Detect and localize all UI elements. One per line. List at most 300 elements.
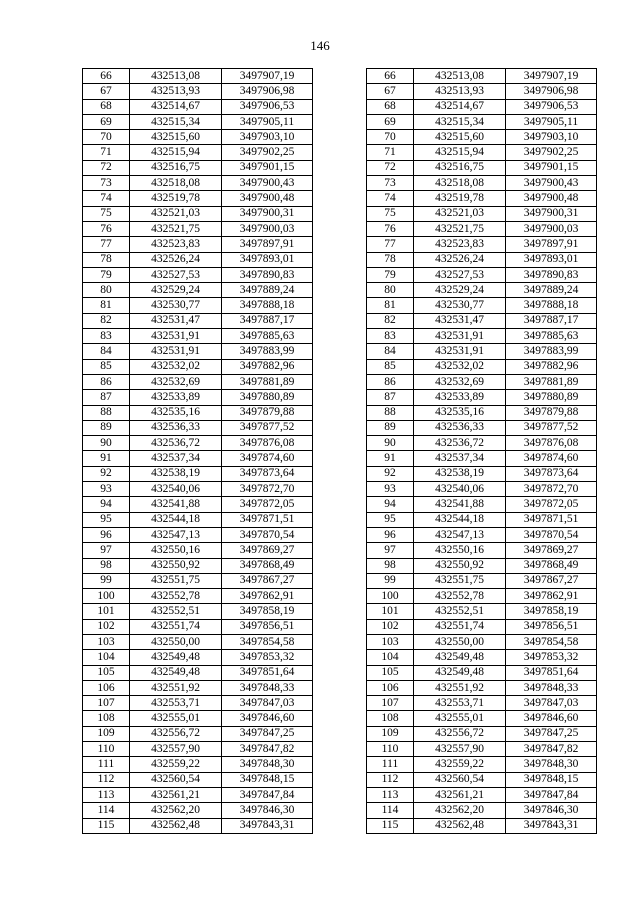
right-point-number-cell: 66 <box>367 69 414 84</box>
right-point-number-cell: 74 <box>367 191 414 206</box>
left-y-coordinate-cell: 3497900,43 <box>222 176 313 191</box>
right-point-number-cell: 90 <box>367 436 414 451</box>
right-y-coordinate-cell: 3497900,31 <box>506 206 597 221</box>
left-x-coordinate-cell: 432550,92 <box>130 558 222 573</box>
right-x-coordinate-cell: 432536,33 <box>414 420 506 435</box>
left-x-coordinate-cell: 432552,51 <box>130 604 222 619</box>
right-x-coordinate-cell: 432535,16 <box>414 405 506 420</box>
table-row <box>83 160 597 175</box>
left-x-coordinate-cell: 432532,02 <box>130 359 222 374</box>
right-y-coordinate-cell: 3497907,19 <box>506 69 597 84</box>
right-point-number-cell: 100 <box>367 589 414 604</box>
right-point-number-cell: 72 <box>367 160 414 175</box>
right-x-coordinate-cell: 432549,48 <box>414 650 506 665</box>
column-gap <box>313 527 367 542</box>
left-point-number-cell: 109 <box>83 726 130 741</box>
left-x-coordinate-cell: 432526,24 <box>130 252 222 267</box>
right-x-coordinate-cell: 432513,08 <box>414 69 506 84</box>
left-x-coordinate-cell: 432561,21 <box>130 787 222 802</box>
right-x-coordinate-cell: 432515,94 <box>414 145 506 160</box>
right-point-number-cell: 101 <box>367 604 414 619</box>
left-x-coordinate-cell: 432549,48 <box>130 665 222 680</box>
right-point-number-cell: 97 <box>367 543 414 558</box>
left-x-coordinate-cell: 432519,78 <box>130 191 222 206</box>
column-gap <box>313 696 367 711</box>
column-gap <box>313 329 367 344</box>
table-row <box>83 405 597 420</box>
column-gap <box>313 390 367 405</box>
left-x-coordinate-cell: 432531,47 <box>130 313 222 328</box>
left-y-coordinate-cell: 3497862,91 <box>222 589 313 604</box>
table-row <box>83 650 597 665</box>
right-point-number-cell: 99 <box>367 573 414 588</box>
right-y-coordinate-cell: 3497874,60 <box>506 451 597 466</box>
column-gap <box>313 176 367 191</box>
column-gap <box>313 160 367 175</box>
right-y-coordinate-cell: 3497900,43 <box>506 176 597 191</box>
right-point-number-cell: 96 <box>367 527 414 542</box>
right-x-coordinate-cell: 432536,72 <box>414 436 506 451</box>
column-gap <box>313 267 367 282</box>
right-x-coordinate-cell: 432516,75 <box>414 160 506 175</box>
left-y-coordinate-cell: 3497846,30 <box>222 803 313 818</box>
left-point-number-cell: 77 <box>83 237 130 252</box>
right-y-coordinate-cell: 3497868,49 <box>506 558 597 573</box>
left-y-coordinate-cell: 3497856,51 <box>222 619 313 634</box>
table-row <box>83 772 597 787</box>
column-gap <box>313 359 367 374</box>
left-point-number-cell: 89 <box>83 420 130 435</box>
column-gap <box>313 543 367 558</box>
left-x-coordinate-cell: 432515,60 <box>130 130 222 145</box>
table-row <box>83 787 597 802</box>
left-x-coordinate-cell: 432521,03 <box>130 206 222 221</box>
right-point-number-cell: 82 <box>367 313 414 328</box>
right-y-coordinate-cell: 3497856,51 <box>506 619 597 634</box>
left-y-coordinate-cell: 3497887,17 <box>222 313 313 328</box>
right-y-coordinate-cell: 3497846,60 <box>506 711 597 726</box>
table-row <box>83 527 597 542</box>
right-y-coordinate-cell: 3497897,91 <box>506 237 597 252</box>
right-x-coordinate-cell: 432540,06 <box>414 482 506 497</box>
right-y-coordinate-cell: 3497847,84 <box>506 787 597 802</box>
table-row <box>83 711 597 726</box>
right-point-number-cell: 84 <box>367 344 414 359</box>
right-y-coordinate-cell: 3497893,01 <box>506 252 597 267</box>
left-point-number-cell: 91 <box>83 451 130 466</box>
left-y-coordinate-cell: 3497903,10 <box>222 130 313 145</box>
left-point-number-cell: 83 <box>83 329 130 344</box>
left-point-number-cell: 67 <box>83 84 130 99</box>
right-point-number-cell: 80 <box>367 283 414 298</box>
left-x-coordinate-cell: 432559,22 <box>130 757 222 772</box>
right-y-coordinate-cell: 3497883,99 <box>506 344 597 359</box>
column-gap <box>313 237 367 252</box>
left-point-number-cell: 82 <box>83 313 130 328</box>
column-gap <box>313 466 367 481</box>
table-row <box>83 420 597 435</box>
left-y-coordinate-cell: 3497879,88 <box>222 405 313 420</box>
right-y-coordinate-cell: 3497900,48 <box>506 191 597 206</box>
left-x-coordinate-cell: 432556,72 <box>130 726 222 741</box>
left-x-coordinate-cell: 432515,94 <box>130 145 222 160</box>
table-row <box>83 84 597 99</box>
left-point-number-cell: 76 <box>83 221 130 236</box>
right-x-coordinate-cell: 432551,92 <box>414 680 506 695</box>
left-y-coordinate-cell: 3497874,60 <box>222 451 313 466</box>
column-gap <box>313 114 367 129</box>
left-y-coordinate-cell: 3497906,98 <box>222 84 313 99</box>
right-y-coordinate-cell: 3497858,19 <box>506 604 597 619</box>
right-x-coordinate-cell: 432521,75 <box>414 221 506 236</box>
right-y-coordinate-cell: 3497872,70 <box>506 482 597 497</box>
table-row <box>83 329 597 344</box>
right-y-coordinate-cell: 3497900,03 <box>506 221 597 236</box>
left-y-coordinate-cell: 3497848,30 <box>222 757 313 772</box>
right-point-number-cell: 104 <box>367 650 414 665</box>
left-point-number-cell: 73 <box>83 176 130 191</box>
column-gap <box>313 665 367 680</box>
right-point-number-cell: 98 <box>367 558 414 573</box>
left-point-number-cell: 101 <box>83 604 130 619</box>
right-point-number-cell: 113 <box>367 787 414 802</box>
right-y-coordinate-cell: 3497906,53 <box>506 99 597 114</box>
left-x-coordinate-cell: 432541,88 <box>130 497 222 512</box>
table-row <box>83 176 597 191</box>
right-x-coordinate-cell: 432515,34 <box>414 114 506 129</box>
left-point-number-cell: 75 <box>83 206 130 221</box>
left-point-number-cell: 110 <box>83 742 130 757</box>
right-y-coordinate-cell: 3497906,98 <box>506 84 597 99</box>
column-gap <box>313 130 367 145</box>
left-y-coordinate-cell: 3497868,49 <box>222 558 313 573</box>
left-y-coordinate-cell: 3497847,84 <box>222 787 313 802</box>
left-y-coordinate-cell: 3497900,31 <box>222 206 313 221</box>
left-point-number-cell: 94 <box>83 497 130 512</box>
right-y-coordinate-cell: 3497847,03 <box>506 696 597 711</box>
column-gap <box>313 742 367 757</box>
right-y-coordinate-cell: 3497877,52 <box>506 420 597 435</box>
table-row <box>83 237 597 252</box>
table-row <box>83 267 597 282</box>
right-x-coordinate-cell: 432549,48 <box>414 665 506 680</box>
left-y-coordinate-cell: 3497848,15 <box>222 772 313 787</box>
right-point-number-cell: 87 <box>367 390 414 405</box>
right-x-coordinate-cell: 432538,19 <box>414 466 506 481</box>
right-y-coordinate-cell: 3497867,27 <box>506 573 597 588</box>
table-row <box>83 604 597 619</box>
right-x-coordinate-cell: 432551,75 <box>414 573 506 588</box>
left-x-coordinate-cell: 432532,69 <box>130 374 222 389</box>
right-x-coordinate-cell: 432532,69 <box>414 374 506 389</box>
left-point-number-cell: 98 <box>83 558 130 573</box>
left-x-coordinate-cell: 432533,89 <box>130 390 222 405</box>
table-row <box>83 589 597 604</box>
table-row <box>83 436 597 451</box>
right-point-number-cell: 103 <box>367 634 414 649</box>
right-point-number-cell: 81 <box>367 298 414 313</box>
right-point-number-cell: 86 <box>367 374 414 389</box>
left-y-coordinate-cell: 3497900,03 <box>222 221 313 236</box>
left-point-number-cell: 112 <box>83 772 130 787</box>
right-point-number-cell: 83 <box>367 329 414 344</box>
right-x-coordinate-cell: 432523,83 <box>414 237 506 252</box>
right-y-coordinate-cell: 3497870,54 <box>506 527 597 542</box>
table-row <box>83 742 597 757</box>
column-gap <box>313 69 367 84</box>
right-point-number-cell: 71 <box>367 145 414 160</box>
table-row <box>83 696 597 711</box>
left-y-coordinate-cell: 3497882,96 <box>222 359 313 374</box>
right-point-number-cell: 75 <box>367 206 414 221</box>
left-point-number-cell: 97 <box>83 543 130 558</box>
left-point-number-cell: 85 <box>83 359 130 374</box>
right-x-coordinate-cell: 432515,60 <box>414 130 506 145</box>
left-point-number-cell: 99 <box>83 573 130 588</box>
table-row <box>83 130 597 145</box>
left-y-coordinate-cell: 3497873,64 <box>222 466 313 481</box>
right-x-coordinate-cell: 432553,71 <box>414 696 506 711</box>
left-x-coordinate-cell: 432536,33 <box>130 420 222 435</box>
left-point-number-cell: 79 <box>83 267 130 282</box>
column-gap <box>313 711 367 726</box>
table-row <box>83 283 597 298</box>
left-point-number-cell: 114 <box>83 803 130 818</box>
right-y-coordinate-cell: 3497887,17 <box>506 313 597 328</box>
left-point-number-cell: 96 <box>83 527 130 542</box>
column-gap <box>313 298 367 313</box>
table-row <box>83 313 597 328</box>
right-x-coordinate-cell: 432562,20 <box>414 803 506 818</box>
left-y-coordinate-cell: 3497905,11 <box>222 114 313 129</box>
left-x-coordinate-cell: 432527,53 <box>130 267 222 282</box>
table-row <box>83 69 597 84</box>
right-y-coordinate-cell: 3497903,10 <box>506 130 597 145</box>
right-x-coordinate-cell: 432529,24 <box>414 283 506 298</box>
column-gap <box>313 374 367 389</box>
right-x-coordinate-cell: 432513,93 <box>414 84 506 99</box>
left-point-number-cell: 111 <box>83 757 130 772</box>
right-y-coordinate-cell: 3497880,89 <box>506 390 597 405</box>
left-point-number-cell: 92 <box>83 466 130 481</box>
right-point-number-cell: 92 <box>367 466 414 481</box>
left-y-coordinate-cell: 3497872,05 <box>222 497 313 512</box>
right-y-coordinate-cell: 3497854,58 <box>506 634 597 649</box>
right-point-number-cell: 102 <box>367 619 414 634</box>
right-y-coordinate-cell: 3497848,15 <box>506 772 597 787</box>
right-x-coordinate-cell: 432532,02 <box>414 359 506 374</box>
left-x-coordinate-cell: 432547,13 <box>130 527 222 542</box>
right-y-coordinate-cell: 3497862,91 <box>506 589 597 604</box>
left-x-coordinate-cell: 432531,91 <box>130 329 222 344</box>
right-x-coordinate-cell: 432537,34 <box>414 451 506 466</box>
right-x-coordinate-cell: 432531,91 <box>414 329 506 344</box>
left-x-coordinate-cell: 432553,71 <box>130 696 222 711</box>
column-gap <box>313 405 367 420</box>
column-gap <box>313 313 367 328</box>
page-number: 146 <box>310 38 330 53</box>
column-gap <box>313 818 367 833</box>
right-x-coordinate-cell: 432527,53 <box>414 267 506 282</box>
table-row <box>83 252 597 267</box>
right-x-coordinate-cell: 432550,00 <box>414 634 506 649</box>
left-point-number-cell: 66 <box>83 69 130 84</box>
table-row <box>83 99 597 114</box>
table-row <box>83 221 597 236</box>
column-gap <box>313 99 367 114</box>
left-x-coordinate-cell: 432513,93 <box>130 84 222 99</box>
left-y-coordinate-cell: 3497893,01 <box>222 252 313 267</box>
table-row <box>83 298 597 313</box>
column-gap <box>313 604 367 619</box>
right-point-number-cell: 93 <box>367 482 414 497</box>
table-row <box>83 191 597 206</box>
left-x-coordinate-cell: 432544,18 <box>130 512 222 527</box>
table-row <box>83 803 597 818</box>
table-row <box>83 543 597 558</box>
table-row <box>83 634 597 649</box>
left-x-coordinate-cell: 432515,34 <box>130 114 222 129</box>
right-x-coordinate-cell: 432550,92 <box>414 558 506 573</box>
right-y-coordinate-cell: 3497848,33 <box>506 680 597 695</box>
column-gap <box>313 344 367 359</box>
left-point-number-cell: 90 <box>83 436 130 451</box>
left-point-number-cell: 105 <box>83 665 130 680</box>
right-y-coordinate-cell: 3497882,96 <box>506 359 597 374</box>
right-point-number-cell: 73 <box>367 176 414 191</box>
right-x-coordinate-cell: 432521,03 <box>414 206 506 221</box>
left-x-coordinate-cell: 432536,72 <box>130 436 222 451</box>
left-y-coordinate-cell: 3497876,08 <box>222 436 313 451</box>
table-row <box>83 145 597 160</box>
left-point-number-cell: 93 <box>83 482 130 497</box>
left-y-coordinate-cell: 3497902,25 <box>222 145 313 160</box>
left-x-coordinate-cell: 432550,16 <box>130 543 222 558</box>
left-point-number-cell: 69 <box>83 114 130 129</box>
left-x-coordinate-cell: 432530,77 <box>130 298 222 313</box>
left-y-coordinate-cell: 3497846,60 <box>222 711 313 726</box>
right-y-coordinate-cell: 3497848,30 <box>506 757 597 772</box>
table-row <box>83 359 597 374</box>
right-point-number-cell: 89 <box>367 420 414 435</box>
left-y-coordinate-cell: 3497851,64 <box>222 665 313 680</box>
right-y-coordinate-cell: 3497905,11 <box>506 114 597 129</box>
right-x-coordinate-cell: 432531,47 <box>414 313 506 328</box>
column-gap <box>313 252 367 267</box>
right-x-coordinate-cell: 432530,77 <box>414 298 506 313</box>
left-x-coordinate-cell: 432551,75 <box>130 573 222 588</box>
column-gap <box>313 145 367 160</box>
left-x-coordinate-cell: 432560,54 <box>130 772 222 787</box>
right-x-coordinate-cell: 432514,67 <box>414 99 506 114</box>
right-x-coordinate-cell: 432518,08 <box>414 176 506 191</box>
right-x-coordinate-cell: 432552,78 <box>414 589 506 604</box>
right-x-coordinate-cell: 432562,48 <box>414 818 506 833</box>
right-y-coordinate-cell: 3497901,15 <box>506 160 597 175</box>
left-y-coordinate-cell: 3497889,24 <box>222 283 313 298</box>
left-point-number-cell: 84 <box>83 344 130 359</box>
left-y-coordinate-cell: 3497885,63 <box>222 329 313 344</box>
right-x-coordinate-cell: 432519,78 <box>414 191 506 206</box>
column-gap <box>313 482 367 497</box>
left-x-coordinate-cell: 432562,48 <box>130 818 222 833</box>
left-y-coordinate-cell: 3497847,03 <box>222 696 313 711</box>
column-gap <box>313 726 367 741</box>
right-point-number-cell: 109 <box>367 726 414 741</box>
column-gap <box>313 436 367 451</box>
column-gap <box>313 558 367 573</box>
table-row <box>83 573 597 588</box>
right-point-number-cell: 115 <box>367 818 414 833</box>
right-y-coordinate-cell: 3497869,27 <box>506 543 597 558</box>
table-row <box>83 757 597 772</box>
left-x-coordinate-cell: 432513,08 <box>130 69 222 84</box>
left-x-coordinate-cell: 432549,48 <box>130 650 222 665</box>
left-y-coordinate-cell: 3497870,54 <box>222 527 313 542</box>
column-gap <box>313 283 367 298</box>
table-row <box>83 558 597 573</box>
left-x-coordinate-cell: 432521,75 <box>130 221 222 236</box>
right-point-number-cell: 112 <box>367 772 414 787</box>
right-x-coordinate-cell: 432557,90 <box>414 742 506 757</box>
left-y-coordinate-cell: 3497858,19 <box>222 604 313 619</box>
right-point-number-cell: 70 <box>367 130 414 145</box>
left-x-coordinate-cell: 432523,83 <box>130 237 222 252</box>
right-point-number-cell: 106 <box>367 680 414 695</box>
left-y-coordinate-cell: 3497888,18 <box>222 298 313 313</box>
table-row <box>83 482 597 497</box>
column-gap <box>313 221 367 236</box>
left-point-number-cell: 70 <box>83 130 130 145</box>
right-y-coordinate-cell: 3497881,89 <box>506 374 597 389</box>
right-x-coordinate-cell: 432544,18 <box>414 512 506 527</box>
table-row <box>83 512 597 527</box>
left-point-number-cell: 104 <box>83 650 130 665</box>
right-point-number-cell: 88 <box>367 405 414 420</box>
right-point-number-cell: 94 <box>367 497 414 512</box>
column-gap <box>313 191 367 206</box>
right-y-coordinate-cell: 3497872,05 <box>506 497 597 512</box>
right-y-coordinate-cell: 3497851,64 <box>506 665 597 680</box>
right-x-coordinate-cell: 432551,74 <box>414 619 506 634</box>
right-point-number-cell: 111 <box>367 757 414 772</box>
right-y-coordinate-cell: 3497876,08 <box>506 436 597 451</box>
left-point-number-cell: 72 <box>83 160 130 175</box>
table-row <box>83 665 597 680</box>
table-row <box>83 497 597 512</box>
right-y-coordinate-cell: 3497847,25 <box>506 726 597 741</box>
right-point-number-cell: 68 <box>367 99 414 114</box>
right-y-coordinate-cell: 3497890,83 <box>506 267 597 282</box>
left-x-coordinate-cell: 432551,74 <box>130 619 222 634</box>
right-point-number-cell: 67 <box>367 84 414 99</box>
table-row <box>83 466 597 481</box>
coordinates-table-body <box>83 69 597 834</box>
right-x-coordinate-cell: 432547,13 <box>414 527 506 542</box>
column-gap <box>313 84 367 99</box>
left-x-coordinate-cell: 432514,67 <box>130 99 222 114</box>
left-y-coordinate-cell: 3497867,27 <box>222 573 313 588</box>
column-gap <box>313 772 367 787</box>
coordinates-table <box>82 68 597 834</box>
column-gap <box>313 573 367 588</box>
right-x-coordinate-cell: 432541,88 <box>414 497 506 512</box>
column-gap <box>313 497 367 512</box>
left-x-coordinate-cell: 432535,16 <box>130 405 222 420</box>
right-y-coordinate-cell: 3497843,31 <box>506 818 597 833</box>
left-y-coordinate-cell: 3497907,19 <box>222 69 313 84</box>
left-y-coordinate-cell: 3497872,70 <box>222 482 313 497</box>
